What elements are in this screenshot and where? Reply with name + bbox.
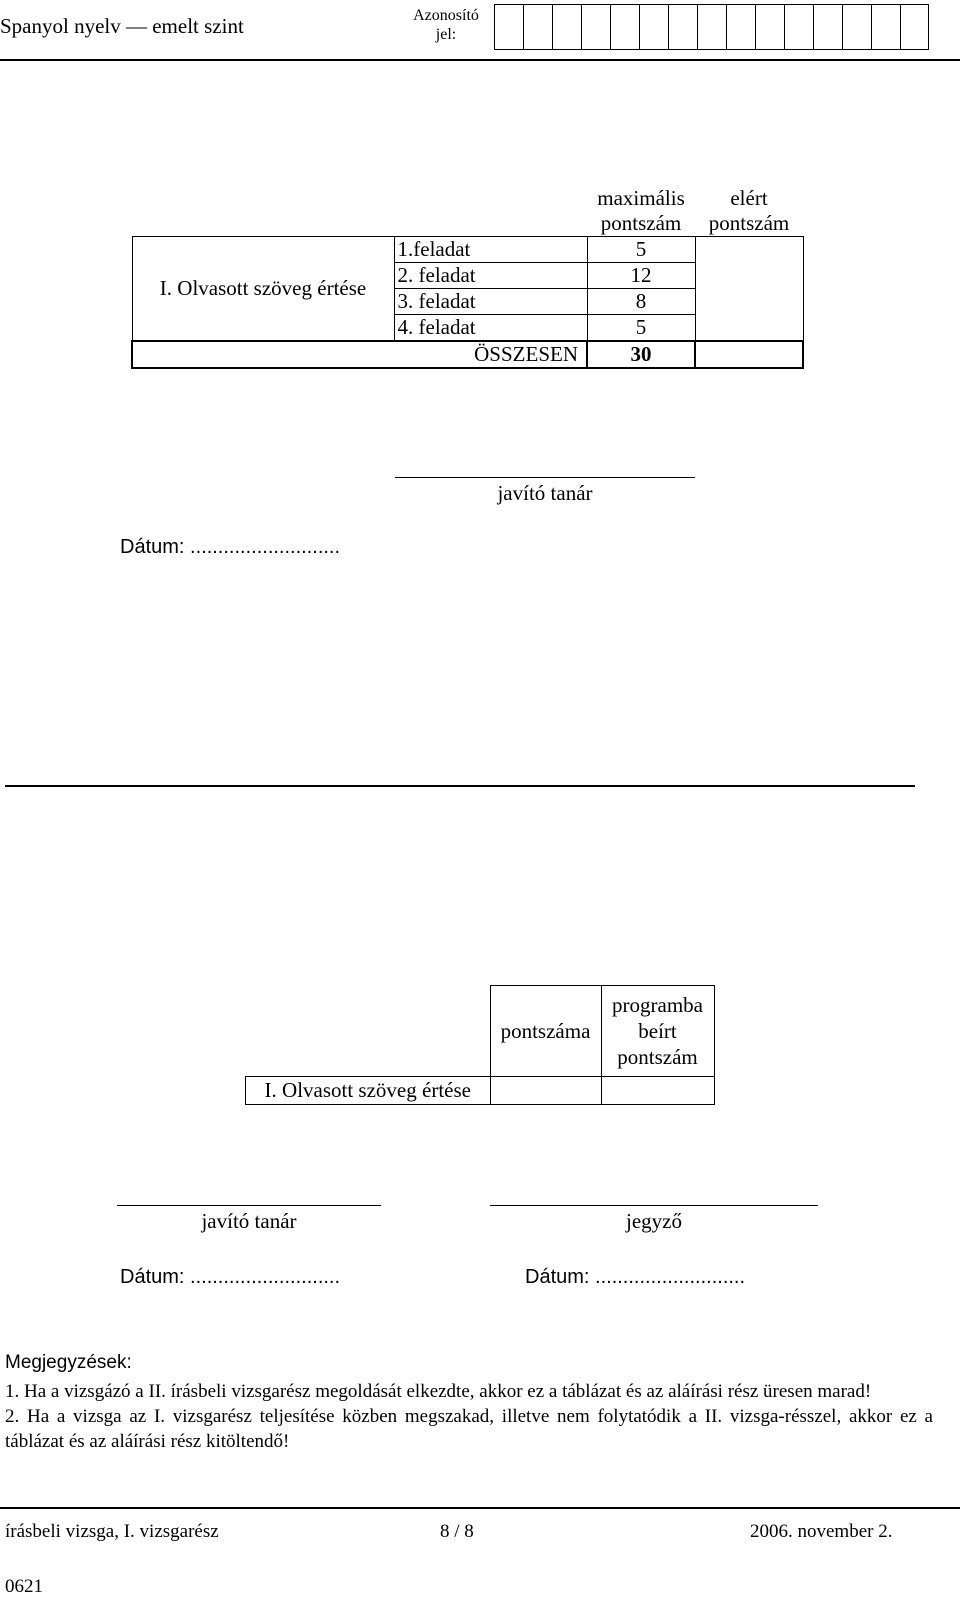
id-label (404, 6, 488, 44)
id-label-line1: Azonosító (413, 7, 479, 24)
id-box[interactable] (784, 4, 813, 50)
score-header: pontszáma (490, 986, 601, 1077)
id-box[interactable] (552, 4, 581, 50)
id-box[interactable] (494, 4, 523, 50)
note-item: 2. Ha a vizsga az I. vizsgarész teljesítése közben megszakad, illetve nem folytatódik a II. vizsga-résszel, akkor ez a táblázat és az aláírási rész kitöltendő! (5, 1406, 933, 1452)
task-max: 5 (587, 237, 695, 263)
id-box[interactable] (842, 4, 871, 50)
task-label: 4. feladat (394, 315, 587, 342)
total-label: ÖSSZESEN (132, 341, 587, 368)
notes (5, 1350, 933, 1454)
id-label-line2: jel: (435, 26, 457, 43)
id-box[interactable] (726, 4, 755, 50)
footer-code: 0621 (5, 1576, 43, 1597)
task-label: 1.feladat (394, 237, 587, 263)
id-box[interactable] (523, 4, 552, 50)
date-field: Dátum: ........................... (120, 536, 341, 558)
id-box[interactable] (581, 4, 610, 50)
corrector-signature-line[interactable] (117, 1205, 381, 1206)
id-box[interactable] (697, 4, 726, 50)
header-rule (0, 59, 960, 61)
score-cell[interactable] (490, 1077, 601, 1105)
task-max: 5 (587, 315, 695, 342)
id-box[interactable] (639, 4, 668, 50)
id-box[interactable] (610, 4, 639, 50)
corrector-label: javító tanár (497, 481, 593, 505)
score-table (131, 186, 804, 369)
section-divider (5, 785, 915, 787)
id-code-boxes[interactable] (494, 4, 929, 50)
program-score-table (245, 985, 715, 1105)
page-header-title: Spanyol nyelv — emelt szint (0, 14, 244, 38)
total-max: 30 (587, 341, 695, 368)
id-box[interactable] (813, 4, 842, 50)
note-item: 1. Ha a vizsgázó a II. írásbeli vizsgarész megoldását elkezdte, akkor ez a táblázat és az aláírási rész üresen marad! (5, 1381, 872, 1402)
achieved-score-cell[interactable] (695, 237, 803, 342)
task-max: 8 (587, 289, 695, 315)
section-label: I. Olvasott szöveg értése (246, 1077, 491, 1105)
registrar-label: jegyző (626, 1209, 682, 1233)
footer-date: 2006. november 2. (750, 1521, 893, 1542)
id-box[interactable] (668, 4, 697, 50)
task-label: 3. feladat (394, 289, 587, 315)
date-field: Dátum: ........................... (120, 1266, 341, 1288)
program-score-header: programba beírt pontszám (601, 986, 714, 1077)
max-score-header: maximális pontszám (597, 186, 685, 235)
program-score-cell[interactable] (601, 1077, 714, 1105)
signature-line[interactable] (395, 477, 695, 478)
task-label: 2. feladat (394, 263, 587, 289)
section-label: I. Olvasott szöveg értése (132, 237, 394, 342)
total-achieved-cell[interactable] (695, 341, 803, 368)
page-number: 8 / 8 (440, 1521, 474, 1542)
id-box[interactable] (755, 4, 784, 50)
id-box[interactable] (871, 4, 900, 50)
corrector-label: javító tanár (201, 1209, 297, 1233)
footer-rule (0, 1507, 960, 1509)
achieved-score-header: elért pontszám (708, 186, 790, 235)
registrar-signature-line[interactable] (490, 1205, 818, 1206)
date-field: Dátum: ........................... (525, 1266, 746, 1288)
task-max: 12 (587, 263, 695, 289)
footer-exam-label: írásbeli vizsga, I. vizsgarész (5, 1521, 219, 1542)
notes-heading: Megjegyzések: (5, 1352, 132, 1373)
id-box[interactable] (900, 4, 929, 50)
